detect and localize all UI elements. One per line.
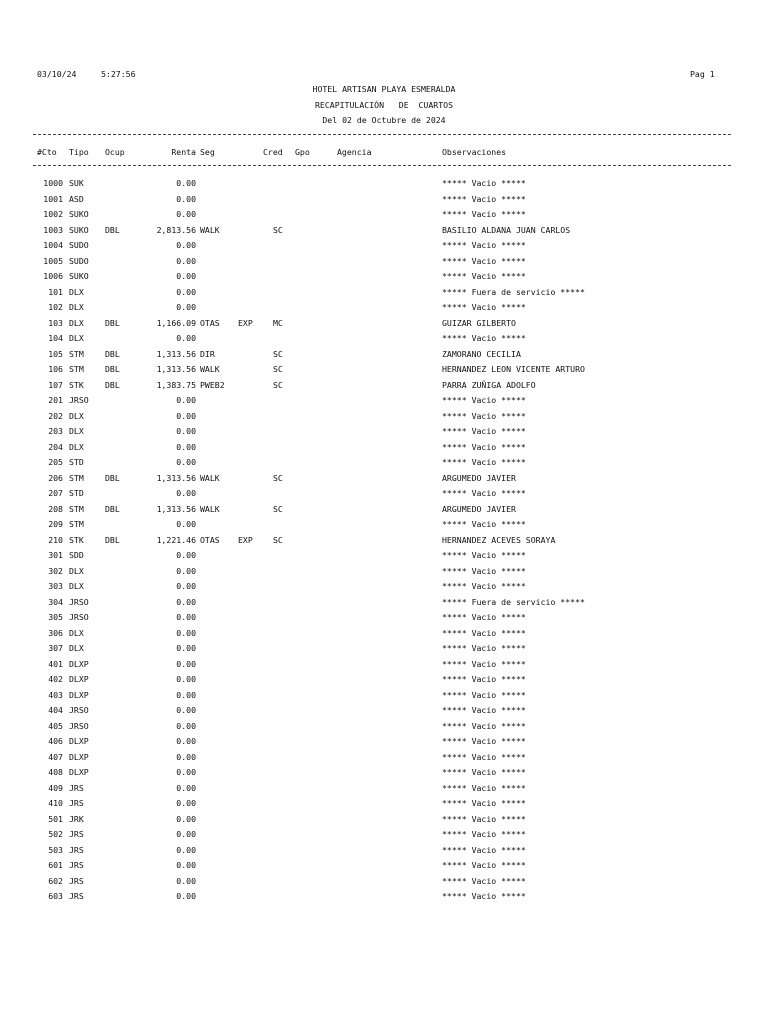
room-type: DLX — [69, 410, 84, 421]
room-number: 401 — [48, 658, 63, 669]
table-row — [0, 488, 768, 502]
observation: ***** Vacio ***** — [442, 209, 526, 219]
col-agencia: Agencia — [337, 147, 372, 157]
table-row — [0, 876, 768, 890]
room-type: DLXP — [69, 674, 89, 684]
observation: ***** Vacio ***** — [442, 193, 526, 204]
table-row — [0, 442, 768, 456]
room-type: SUDO — [69, 255, 89, 266]
rent-amount: 0.00 — [176, 891, 196, 901]
room-number: 409 — [48, 782, 63, 793]
room-type: DLX — [69, 333, 84, 343]
observation: ***** Vacio ***** — [442, 581, 526, 591]
credit: SC — [273, 534, 283, 545]
occupancy: DBL — [105, 472, 120, 483]
rent-amount: 2,813.56 — [156, 224, 196, 235]
table-row — [0, 519, 768, 533]
column-headers — [0, 147, 768, 161]
room-type: STK — [69, 379, 84, 390]
top-divider — [33, 134, 731, 135]
room-type: DLXP — [69, 751, 89, 762]
room-number: 403 — [48, 689, 63, 700]
rent-amount: 0.00 — [176, 689, 196, 700]
credit: SC — [273, 472, 283, 483]
credit: SC — [273, 379, 283, 390]
observation: ***** Fuera de servicio ***** — [442, 596, 585, 607]
room-type: DLX — [69, 317, 84, 328]
observation: ***** Vacio ***** — [442, 426, 526, 436]
print-time: 5:27:56 — [101, 69, 136, 79]
room-type: DLX — [69, 643, 84, 653]
room-number: 103 — [48, 317, 63, 328]
table-row — [0, 736, 768, 750]
room-type: DLX — [69, 302, 84, 312]
table-row — [0, 271, 768, 285]
room-type: SDD — [69, 550, 84, 560]
room-number: 209 — [48, 519, 63, 529]
rent-amount: 0.00 — [176, 798, 196, 808]
room-type: JRSO — [69, 596, 89, 607]
room-type: JRSO — [69, 720, 89, 731]
observation: ***** Vacio ***** — [442, 751, 526, 762]
table-row — [0, 829, 768, 843]
rent-amount: 1,313.56 — [156, 364, 196, 374]
rent-amount: 0.00 — [176, 875, 196, 886]
segment: WALK — [200, 503, 220, 514]
observation: ***** Vacio ***** — [442, 689, 526, 700]
table-row — [0, 287, 768, 301]
observation: ***** Vacio ***** — [442, 488, 526, 498]
observation: ***** Vacio ***** — [442, 178, 526, 188]
print-date: 03/10/24 — [37, 69, 77, 79]
col-observaciones: Observaciones — [442, 147, 507, 157]
room-number: 1000 — [43, 178, 63, 188]
table-row — [0, 891, 768, 905]
room-type: STM — [69, 348, 84, 359]
rent-amount: 0.00 — [176, 193, 196, 204]
rent-amount: 0.00 — [176, 255, 196, 266]
room-number: 105 — [48, 348, 63, 359]
room-type: STD — [69, 457, 84, 467]
observation: ***** Vacio ***** — [442, 457, 526, 467]
rent-amount: 0.00 — [176, 860, 196, 870]
observation: ***** Vacio ***** — [442, 519, 526, 529]
table-row — [0, 411, 768, 425]
room-type: STM — [69, 364, 84, 374]
rent-amount: 0.00 — [176, 643, 196, 653]
table-row — [0, 597, 768, 611]
rent-amount: 0.00 — [176, 240, 196, 250]
room-number: 305 — [48, 612, 63, 622]
room-type: STD — [69, 488, 84, 498]
room-type: DLX — [69, 426, 84, 436]
observation: ***** Vacio ***** — [442, 813, 526, 824]
table-row — [0, 628, 768, 642]
observation: ***** Vacio ***** — [442, 736, 526, 746]
rent-amount: 0.00 — [176, 286, 196, 297]
room-type: DLXP — [69, 767, 89, 777]
table-row — [0, 767, 768, 781]
observation: ***** Vacio ***** — [442, 860, 526, 870]
table-row — [0, 798, 768, 812]
table-row — [0, 690, 768, 704]
segment: WALK — [200, 364, 220, 374]
observation: ***** Vacio ***** — [442, 891, 526, 901]
room-number: 307 — [48, 643, 63, 653]
rent-amount: 0.00 — [176, 426, 196, 436]
table-row — [0, 318, 768, 332]
observation: ***** Vacio ***** — [442, 643, 526, 653]
table-row — [0, 581, 768, 595]
observation: ARGUMEDO JAVIER — [442, 472, 516, 483]
observation: ***** Vacio ***** — [442, 829, 526, 839]
room-number: 101 — [48, 286, 63, 297]
rent-amount: 0.00 — [176, 302, 196, 312]
room-type: JRS — [69, 844, 84, 855]
rent-amount: 0.00 — [176, 751, 196, 762]
observation: ***** Vacio ***** — [442, 674, 526, 684]
room-number: 410 — [48, 798, 63, 808]
table-row — [0, 256, 768, 270]
room-type: DLX — [69, 441, 84, 452]
room-type: DLX — [69, 286, 84, 297]
observation: ***** Vacio ***** — [442, 798, 526, 808]
rent-amount: 0.00 — [176, 736, 196, 746]
col-renta: Renta — [171, 147, 196, 157]
rent-amount: 0.00 — [176, 705, 196, 715]
group: EXP — [238, 317, 253, 328]
table-row — [0, 783, 768, 797]
rent-amount: 0.00 — [176, 488, 196, 498]
rent-amount: 0.00 — [176, 441, 196, 452]
room-type: JRSO — [69, 705, 89, 715]
room-type: JRK — [69, 813, 84, 824]
table-row — [0, 705, 768, 719]
room-number: 207 — [48, 488, 63, 498]
hotel-name: HOTEL ARTISAN PLAYA ESMERALDA — [312, 84, 456, 94]
room-number: 502 — [48, 829, 63, 839]
room-type: JRS — [69, 875, 84, 886]
col-ocup: Ocup — [105, 147, 125, 157]
room-number: 204 — [48, 441, 63, 452]
room-number: 1005 — [43, 255, 63, 266]
room-number: 1003 — [43, 224, 63, 235]
rent-amount: 0.00 — [176, 410, 196, 421]
occupancy: DBL — [105, 503, 120, 514]
observation: ***** Vacio ***** — [442, 410, 526, 421]
observation: ***** Vacio ***** — [442, 255, 526, 266]
room-number: 407 — [48, 751, 63, 762]
observation: ***** Vacio ***** — [442, 767, 526, 777]
room-number: 1001 — [43, 193, 63, 204]
room-type: SUDO — [69, 240, 89, 250]
occupancy: DBL — [105, 534, 120, 545]
room-type: STK — [69, 534, 84, 545]
table-row — [0, 240, 768, 254]
room-number: 303 — [48, 581, 63, 591]
room-type: SUKO — [69, 224, 89, 235]
segment: WALK — [200, 224, 220, 235]
observation: ***** Vacio ***** — [442, 875, 526, 886]
credit: SC — [273, 224, 283, 235]
segment: WALK — [200, 472, 220, 483]
table-row — [0, 504, 768, 518]
table-row — [0, 302, 768, 316]
room-number: 406 — [48, 736, 63, 746]
rent-amount: 0.00 — [176, 720, 196, 731]
observation: ***** Vacio ***** — [442, 395, 526, 405]
table-row — [0, 426, 768, 440]
room-number: 405 — [48, 720, 63, 731]
credit: SC — [273, 503, 283, 514]
room-number: 603 — [48, 891, 63, 901]
rent-amount: 0.00 — [176, 178, 196, 188]
observation: ***** Vacio ***** — [442, 240, 526, 250]
room-number: 601 — [48, 860, 63, 870]
room-type: DLXP — [69, 736, 89, 746]
room-type: DLX — [69, 565, 84, 576]
col-seg: Seg — [200, 147, 215, 157]
rent-amount: 0.00 — [176, 612, 196, 622]
table-row — [0, 380, 768, 394]
header-divider — [33, 165, 731, 166]
group: EXP — [238, 534, 253, 545]
room-number: 304 — [48, 596, 63, 607]
date-range: Del 02 de Octubre de 2024 — [322, 115, 446, 125]
rent-amount: 0.00 — [176, 829, 196, 839]
rent-amount: 1,313.56 — [156, 472, 196, 483]
segment: DIR — [200, 348, 215, 359]
observation: ***** Vacio ***** — [442, 565, 526, 576]
room-type: DLX — [69, 581, 84, 591]
rent-amount: 0.00 — [176, 395, 196, 405]
occupancy: DBL — [105, 348, 120, 359]
table-row — [0, 566, 768, 580]
room-number: 503 — [48, 844, 63, 855]
table-row — [0, 721, 768, 735]
observation: ***** Vacio ***** — [442, 302, 526, 312]
table-row — [0, 349, 768, 363]
table-row — [0, 845, 768, 859]
segment: OTAS — [200, 317, 220, 328]
room-number: 1006 — [43, 271, 63, 281]
rent-amount: 1,166.09 — [156, 317, 196, 328]
rent-amount: 0.00 — [176, 782, 196, 793]
rent-amount: 0.00 — [176, 813, 196, 824]
table-row — [0, 612, 768, 626]
credit: SC — [273, 348, 283, 359]
room-number: 402 — [48, 674, 63, 684]
col-room: #Cto — [37, 147, 57, 157]
room-number: 208 — [48, 503, 63, 514]
room-number: 203 — [48, 426, 63, 436]
segment: PWEB2 — [200, 379, 225, 390]
rent-amount: 0.00 — [176, 581, 196, 591]
observation: HERNANDEZ ACEVES SORAYA — [442, 534, 556, 545]
table-row — [0, 535, 768, 549]
col-type: Tipo — [69, 147, 89, 157]
observation: ***** Vacio ***** — [442, 844, 526, 855]
room-number: 202 — [48, 410, 63, 421]
room-number: 404 — [48, 705, 63, 715]
occupancy: DBL — [105, 317, 120, 328]
rent-amount: 0.00 — [176, 209, 196, 219]
occupancy: DBL — [105, 224, 120, 235]
room-type: JRSO — [69, 395, 89, 405]
observation: ***** Vacio ***** — [442, 441, 526, 452]
observation: PARRA ZUÑIGA ADOLFO — [442, 379, 536, 390]
observation: GUIZAR GILBERTO — [442, 317, 516, 328]
rent-amount: 0.00 — [176, 457, 196, 467]
rent-amount: 0.00 — [176, 550, 196, 560]
room-type: ASD — [69, 193, 84, 204]
observation: ***** Vacio ***** — [442, 333, 526, 343]
rent-amount: 1,313.56 — [156, 348, 196, 359]
observation: ***** Vacio ***** — [442, 658, 526, 669]
room-number: 602 — [48, 875, 63, 886]
rent-amount: 1,313.56 — [156, 503, 196, 514]
room-number: 206 — [48, 472, 63, 483]
observation: ***** Vacio ***** — [442, 271, 526, 281]
observation: HERNANDEZ LEON VICENTE ARTURO — [442, 364, 585, 374]
room-type: STM — [69, 472, 84, 483]
room-number: 104 — [48, 333, 63, 343]
rent-amount: 0.00 — [176, 565, 196, 576]
observation: ***** Vacio ***** — [442, 720, 526, 731]
table-row — [0, 860, 768, 874]
room-number: 107 — [48, 379, 63, 390]
room-number: 106 — [48, 364, 63, 374]
table-row — [0, 364, 768, 378]
occupancy: DBL — [105, 364, 120, 374]
observation: ***** Fuera de servicio ***** — [442, 286, 585, 297]
col-gpo: Gpo — [295, 147, 310, 157]
table-row — [0, 209, 768, 223]
rent-amount: 0.00 — [176, 271, 196, 281]
room-type: DLXP — [69, 689, 89, 700]
table-row — [0, 752, 768, 766]
room-number: 201 — [48, 395, 63, 405]
rent-amount: 1,383.75 — [156, 379, 196, 390]
room-type: DLXP — [69, 658, 89, 669]
room-number: 210 — [48, 534, 63, 545]
table-row — [0, 473, 768, 487]
observation: ***** Vacio ***** — [442, 782, 526, 793]
table-row — [0, 457, 768, 471]
observation: ***** Vacio ***** — [442, 612, 526, 622]
room-type: JRS — [69, 829, 84, 839]
page-number: Pag 1 — [690, 69, 715, 79]
room-number: 302 — [48, 565, 63, 576]
rent-amount: 0.00 — [176, 333, 196, 343]
table-row — [0, 333, 768, 347]
room-number: 306 — [48, 627, 63, 638]
table-row — [0, 674, 768, 688]
rent-amount: 0.00 — [176, 767, 196, 777]
observation: ***** Vacio ***** — [442, 550, 526, 560]
report-title: RECAPITULACIÓN DE CUARTOS — [314, 100, 454, 110]
room-type: JRS — [69, 891, 84, 901]
observation: ***** Vacio ***** — [442, 627, 526, 638]
rent-amount: 1,221.46 — [156, 534, 196, 545]
room-type: JRS — [69, 798, 84, 808]
room-number: 301 — [48, 550, 63, 560]
room-number: 1002 — [43, 209, 63, 219]
room-type: SUK — [69, 178, 84, 188]
observation: ***** Vacio ***** — [442, 705, 526, 715]
table-row — [0, 814, 768, 828]
room-type: STM — [69, 503, 84, 514]
table-row — [0, 194, 768, 208]
room-number: 501 — [48, 813, 63, 824]
col-cred: Cred — [263, 147, 283, 157]
rent-amount: 0.00 — [176, 596, 196, 607]
rent-amount: 0.00 — [176, 844, 196, 855]
rent-amount: 0.00 — [176, 658, 196, 669]
room-number: 205 — [48, 457, 63, 467]
rent-amount: 0.00 — [176, 627, 196, 638]
room-number: 408 — [48, 767, 63, 777]
table-row — [0, 659, 768, 673]
room-type: JRS — [69, 860, 84, 870]
room-type: DLX — [69, 627, 84, 638]
table-row — [0, 395, 768, 409]
credit: MC — [273, 317, 283, 328]
table-row — [0, 225, 768, 239]
room-number: 1004 — [43, 240, 63, 250]
observation: ARGUMEDO JAVIER — [442, 503, 516, 514]
occupancy: DBL — [105, 379, 120, 390]
table-row — [0, 550, 768, 564]
room-type: SUKO — [69, 209, 89, 219]
rent-amount: 0.00 — [176, 674, 196, 684]
table-row — [0, 178, 768, 192]
room-type: JRS — [69, 782, 84, 793]
credit: SC — [273, 364, 283, 374]
room-number: 102 — [48, 302, 63, 312]
observation: BASILIO ALDANA JUAN CARLOS — [442, 224, 571, 235]
table-row — [0, 643, 768, 657]
room-type: STM — [69, 519, 84, 529]
rent-amount: 0.00 — [176, 519, 196, 529]
room-type: JRSO — [69, 612, 89, 622]
room-type: SUKO — [69, 271, 89, 281]
observation: ZAMORANO CECILIA — [442, 348, 521, 359]
segment: OTAS — [200, 534, 220, 545]
